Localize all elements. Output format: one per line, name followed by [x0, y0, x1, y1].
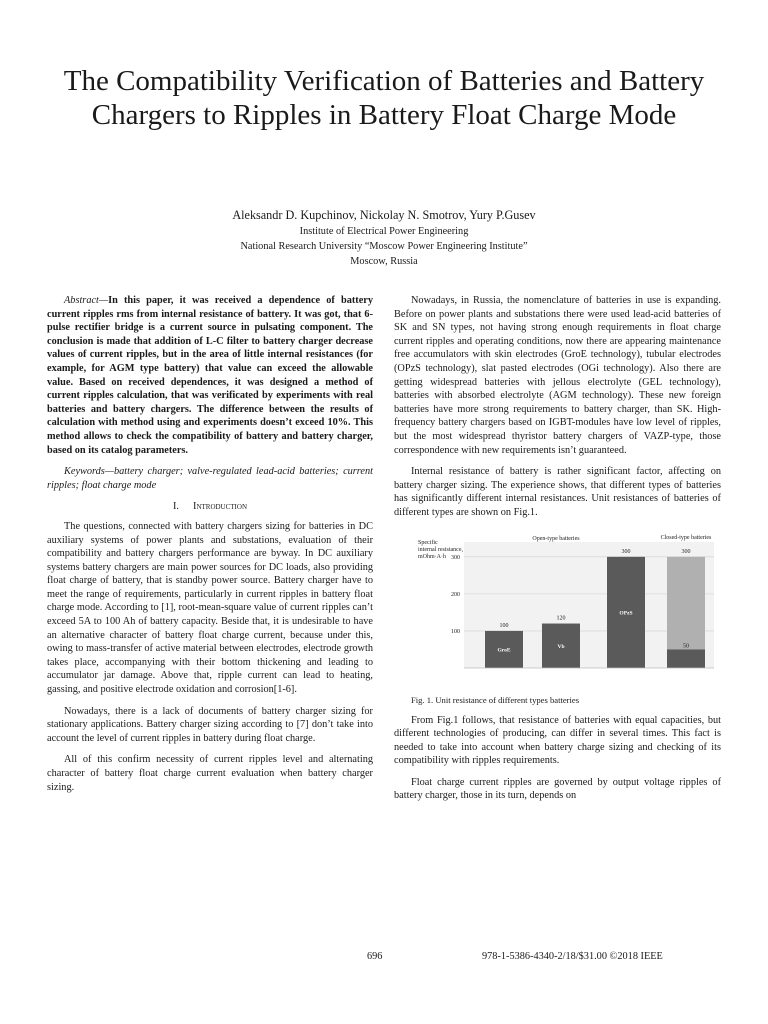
abstract: [47, 294, 373, 457]
bar-value-label: 100: [499, 622, 509, 629]
keywords: Keywords—battery charger; valve-regulated lead-acid batteries; current ripples; float charge mode: [47, 466, 373, 491]
bar-chart: [394, 528, 721, 690]
paper-title: The Compatibility Verification of Batteries and Battery Chargers to Ripples in Battery Float Charge Mode: [63, 65, 705, 131]
affiliation-institute: Institute of Electrical Power Engineering: [299, 226, 469, 237]
inner-bar-label: 50: [683, 642, 689, 649]
authors: Aleksandr D. Kupchinov, Nickolay N. Smotrov, Yury P.Gusev: [232, 208, 536, 222]
bar-value-label: 300: [681, 548, 691, 555]
bar-category-label: GroE: [497, 646, 511, 653]
y-tick-label: 300: [451, 554, 460, 561]
abstract-text: In this paper, it was received a dependence of battery current ripples rms from internal resistance of battery. It was got, that 6-pulse rectifier bridge is a current source in pulsating component. The conclusion is made that addition of L-C filter to battery charger decrease values of current ripples, but in the area of little internal resistances (for example, for AGM type battery) that value can exceed the allowable value. Based on received dependences, it was designed a method of current ripples calculation, that was verificated by experiments with real batteries and battery chargers. The difference between the results of calculation with method using and experiments doesn’t exceed 10%. This method allows to check the compatibility of battery and battery charger, based on its catalog parameters.: [47, 295, 373, 456]
body-paragraph: From Fig.1 follows, that resistance of batteries with equal capacities, but different technologies of producing, can differ in several times. This fact is needed to take into account when battery charge sizing and checking of its compatibility with ripples requirements.: [394, 714, 721, 767]
group-label-closed: Closed-type batteries: [660, 534, 712, 541]
y-axis-label: mOhm·A·h: [418, 553, 446, 560]
right-column: [394, 294, 721, 811]
body-paragraph: Nowadays, there is a lack of documents of battery charger sizing for stationary applications. Battery charger sizing according to [7] don’t take into account the level of current ripples in battery during float charge.: [47, 705, 373, 744]
figure-1-chart: [394, 528, 721, 690]
figure-caption: Fig. 1. Unit resistance of different types batteries: [411, 694, 580, 705]
y-axis-label: Specific: [418, 539, 438, 546]
body-paragraph: All of this confirm necessity of current ripples level and alternating character of battery float charge current evaluation when battery charger sizing.: [47, 754, 373, 793]
abstract-label: Abstract—: [64, 295, 109, 306]
section-name: Introduction: [193, 501, 247, 513]
bar-category-label: Vb: [557, 643, 565, 650]
body-paragraph: The questions, connected with battery chargers sizing for batteries in DC auxiliary systems of power plants and substations, evaluation of their compatibility and battery chargers performance are byway. In DC auxiliary systems battery chargers are main power sources for DC loads, also providing float charge of battery, that is standby power source. Battery charger have to meet the range of requirements, particularly in current ripples in battery float charge mode. According to [1], root-mean-square value of current ripples can’t exceed 5A to 100 Ah of battery capacity. Beside that, it is undesirable to have an alternative character of battery float charge current, because under this, owing to mass-transfer of active material between electrodes, electrode growth takes place, accompanying with their bottom thickening and leading to accumulator jar damage. Above that, ripple current can lead to heating, gassing, and positive electrode oxidation and corrosion[1-6].: [47, 520, 373, 696]
body-paragraph: Nowadays, in Russia, the nomenclature of batteries in use is expanding. Before on power plants and substations there were used lead-acid batteries of SK and SN types, not having strong enough requirements in float charge current ripples and operating conditions, now there are appearing maintenance free accumulators with skin electrodes (GroE technology), tubular electrodes (OPzS technology), slat pasted electrodes (OGi technology). Also there are getting widespread batteries with jellous electrolyte (GEL technology), batteries with absorbed electrolyte (AGM technology). These new foreign batteries have more strong requirements to battery charger, than SK. High-frequency battery chargers based on IGBT-modules have low level of ripples, but the most widespread thyristor battery chargers of VAZP-type, those correspondence with new requirements isn’t guaranteed.: [394, 295, 721, 456]
body-paragraph: Internal resistance of battery is rather significant factor, affecting on battery charger sizing. The experience shows, that different types of batteries has significantly different internal resistances. Unit resistances of batteries of different types are shown on Fig.1.: [394, 466, 721, 518]
bar-value-label: 120: [556, 615, 566, 622]
y-axis-label: internal resistance,: [418, 546, 463, 553]
affiliation-city: Moscow, Russia: [350, 256, 418, 267]
copyright-isbn: 978-1-5386-4340-2/18/$31.00 ©2018 IEEE: [482, 951, 663, 962]
section-number: I.: [173, 501, 180, 513]
section-heading-introduction: [47, 500, 373, 514]
affiliation-university: National Research University “Moscow Power Engineering Institute”: [240, 241, 528, 252]
affiliation: [0, 224, 768, 269]
bar-value-label: 300: [621, 548, 631, 555]
group-label-open: Open-type batteries: [532, 535, 580, 542]
page-number: 696: [367, 951, 383, 962]
body-paragraph: Float charge current ripples are governed by output voltage ripples of battery charger, those in its turn, depends on: [394, 776, 721, 802]
left-column: [47, 294, 373, 802]
y-tick-label: 100: [451, 628, 460, 635]
inner-bar: [667, 649, 705, 668]
y-tick-label: 200: [451, 591, 460, 598]
bar-category-label: OPzS: [619, 609, 633, 616]
